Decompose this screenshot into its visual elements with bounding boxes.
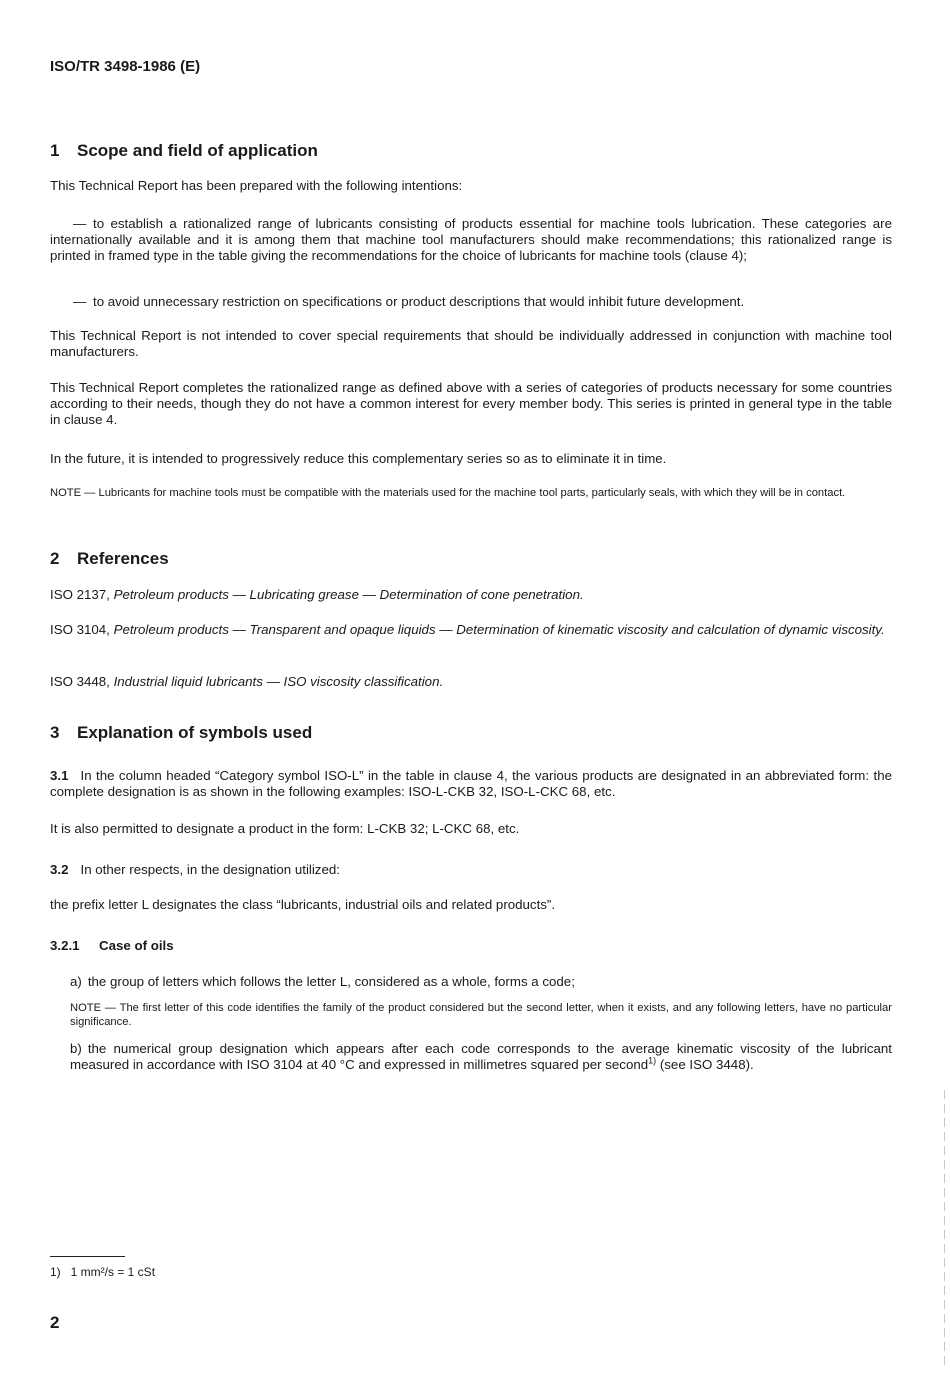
reference-item xyxy=(50,587,892,603)
footnote-text: 1 mm²/s = 1 cSt xyxy=(70,1265,156,1279)
clause-3-2 xyxy=(50,862,892,878)
paragraph-special-requirements: This Technical Report is not intended to cover special requirements that should be individually addressed in conjunction with machine tool manufacturers. xyxy=(50,328,892,359)
paragraph-completes-range: This Technical Report completes the rationalized range as defined above with a series of categories of products necessary for some countries according to their needs, though they do not have a common interest for every member body. This series is printed in general type in the table in clause 4. xyxy=(50,380,892,427)
list-label: a) xyxy=(70,974,82,989)
clause-3-2-1-heading xyxy=(50,938,174,953)
section-number: 1 xyxy=(50,141,60,160)
footnote-divider xyxy=(50,1256,125,1257)
list-text-tail: (see ISO 3448). xyxy=(656,1057,754,1072)
paragraph-future: In the future, it is intended to progressively reduce this complementary series so as to eliminate it in time. xyxy=(50,451,667,466)
section-title: Explanation of symbols used xyxy=(77,723,313,742)
footnote-label: 1) xyxy=(50,1265,61,1279)
bullet-text: to establish a rationalized range of lubricants consisting of products essential for machine tools lubrication. These categories are internationally available and it is among them that machine tool manufacturers should make recommendations; this rationalized range is printed in framed type in the table giving the recommendations for the choice of lubricants for machine tools (clause 4); xyxy=(50,216,892,263)
clause-3-2-paragraph: the prefix letter L designates the class “lubricants, industrial oils and related products”. xyxy=(50,897,556,912)
clause-3-1 xyxy=(50,768,892,800)
bullet-item-1 xyxy=(50,216,892,264)
section-title: Scope and field of application xyxy=(77,141,318,160)
scan-margin-mark xyxy=(944,1090,945,1370)
document-code: ISO/TR 3498-1986 (E) xyxy=(50,58,201,75)
list-text: the group of letters which follows the letter L, considered as a whole, forms a code; xyxy=(87,974,575,989)
section-number: 2 xyxy=(50,549,60,568)
clause-number: 3.2 xyxy=(50,862,69,877)
note-code-letters: NOTE — The first letter of this code identifies the family of the product considered but the second letter, when it exists, and any following letters, have no particular significance. xyxy=(70,1002,892,1028)
reference-code: ISO 3448, xyxy=(50,674,110,689)
reference-title: Industrial liquid lubricants — ISO viscosity classification. xyxy=(113,674,444,689)
footnote-reference: 1) xyxy=(648,1055,657,1066)
section-1-intro: This Technical Report has been prepared with the following intentions: xyxy=(50,178,463,193)
clause-number: 3.1 xyxy=(50,768,69,783)
clause-text: In the column headed “Category symbol ISO-L” in the table in clause 4, the various products are designated in an abbreviated form: the complete designation is as shown in the following examples: ISO-L-CKB 32, ISO-L-CKC 68, etc. xyxy=(50,768,892,799)
reference-item xyxy=(50,622,892,638)
footnote xyxy=(50,1265,155,1279)
dash: — xyxy=(73,294,87,309)
clause-number: 3.2.1 xyxy=(50,938,80,953)
list-text: the numerical group designation which appears after each code corresponds to the average kinematic viscosity of the lubricant measured in accordance with ISO 3104 at 40 °C and expressed in millimetres squared per second xyxy=(70,1041,892,1072)
section-2-heading xyxy=(50,549,169,569)
page-number: 2 xyxy=(50,1313,60,1332)
reference-code: ISO 2137, xyxy=(50,587,110,602)
bullet-text: to avoid unnecessary restriction on specifications or product descriptions that would inhibit future development. xyxy=(93,294,745,309)
section-1-heading xyxy=(50,141,318,161)
list-item-a xyxy=(70,974,892,990)
reference-item xyxy=(50,674,892,690)
reference-code: ISO 3104, xyxy=(50,622,110,637)
clause-title: Case of oils xyxy=(99,938,174,953)
section-title: References xyxy=(77,549,169,568)
list-item-b xyxy=(70,1041,892,1073)
dash: — xyxy=(73,216,87,231)
bullet-item-2 xyxy=(50,294,892,310)
reference-title: Petroleum products — Transparent and opaque liquids — Determination of kinematic viscosity and calculation of dynamic viscosity. xyxy=(113,622,885,637)
section-number: 3 xyxy=(50,723,60,742)
clause-text: In other respects, in the designation utilized: xyxy=(80,862,340,877)
clause-3-1-paragraph: It is also permitted to designate a product in the form: L-CKB 32; L-CKC 68, etc. xyxy=(50,821,520,836)
note-compatibility: NOTE — Lubricants for machine tools must be compatible with the materials used for the machine tool parts, particularly seals, with which they will be in contact. xyxy=(50,487,846,499)
section-3-heading xyxy=(50,723,312,743)
list-label: b) xyxy=(70,1041,82,1056)
reference-title: Petroleum products — Lubricating grease — Determination of cone penetration. xyxy=(113,587,584,602)
